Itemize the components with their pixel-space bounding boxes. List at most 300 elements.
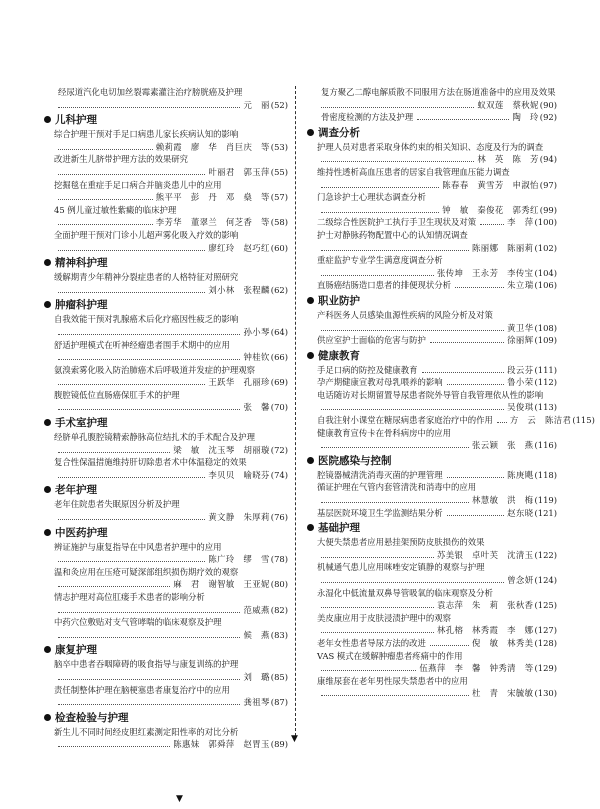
section-heading	[307, 292, 557, 309]
article-title: 二级综合性医院护工执行手卫生现状及对策	[317, 217, 477, 228]
toc-entry-line	[307, 637, 557, 650]
toc-section	[307, 292, 557, 347]
dot-leader	[321, 330, 504, 331]
page-number: (80)	[270, 579, 288, 590]
toc-entry-authline	[307, 401, 557, 414]
section-heading	[44, 111, 288, 128]
article-authors: 范威燕	[243, 604, 270, 615]
toc-entry	[307, 587, 557, 612]
section-heading	[44, 254, 288, 271]
dot-leader	[58, 746, 170, 747]
bullet-icon	[307, 129, 314, 136]
bullet-icon	[307, 297, 314, 304]
toc-entry-authline	[307, 322, 557, 335]
article-authors: 张传坤 王永芳 李传宝	[436, 267, 534, 278]
page-number: (122)	[534, 549, 557, 560]
dot-leader	[58, 250, 205, 251]
dot-leader	[417, 119, 509, 120]
toc-entry	[307, 469, 557, 482]
page-number: (124)	[534, 575, 557, 585]
article-title: 自我效能干预对乳腺癌术后化疗癌因性疲乏的影响	[54, 314, 239, 325]
toc-section	[307, 347, 595, 452]
article-title: 腹腔镜低位直肠癌保肛手术的护理	[54, 389, 180, 400]
toc-section	[44, 254, 288, 296]
toc-entry-line	[307, 414, 595, 427]
toc-entry-authline	[307, 153, 557, 166]
toc-entry-authline	[44, 444, 288, 457]
article-title: 综合护理干预对手足口病患儿家长疾病认知的影响	[54, 129, 239, 140]
page-number: (78)	[270, 554, 288, 565]
article-authors: 孙小琴	[243, 326, 270, 337]
toc-section	[44, 481, 288, 523]
article-authors: 钟桂钦	[243, 352, 270, 363]
toc-entry-authline	[44, 326, 288, 339]
toc-entry-authline	[44, 242, 288, 255]
article-title: 腔镜器械清洗消毒灭菌的护理管理	[317, 469, 443, 480]
toc-section	[44, 296, 288, 414]
article-authors: 陈庚飓	[507, 469, 534, 480]
bullet-icon	[44, 486, 51, 493]
toc-entry-authline	[44, 553, 288, 566]
article-authors: 赵东晓	[507, 507, 534, 518]
article-title: 维持性透析高血压患者的居家自我管理血压能力调查	[317, 166, 510, 177]
section-heading-text: 职业防护	[318, 294, 360, 307]
dot-leader	[58, 586, 170, 587]
toc-entry	[44, 541, 288, 566]
page-number: (97)	[539, 179, 557, 190]
dot-leader	[58, 384, 205, 385]
toc-entry-authline	[44, 141, 288, 154]
dot-leader	[447, 384, 505, 385]
bullet-icon	[44, 646, 51, 653]
article-authors: 陈丽娜 陈丽莉	[472, 242, 534, 253]
bullet-icon	[44, 714, 51, 721]
toc-entry-authline	[44, 629, 288, 642]
dot-leader	[58, 679, 240, 680]
article-authors: 候 燕	[243, 629, 270, 640]
toc-entry	[307, 86, 557, 111]
article-title: 复合性保温措施维持肝切除患者术中体温稳定的效果	[54, 457, 247, 468]
page-number: (112)	[534, 377, 557, 388]
bullet-icon	[44, 301, 51, 308]
dot-leader	[321, 607, 434, 608]
article-title: 机械通气患儿应用咪唑安定镇静的观察与护理	[317, 562, 485, 573]
article-authors: 鲁小荣	[507, 377, 534, 388]
article-authors: 杜 青 宋毓敏	[472, 688, 534, 699]
page-number: (55)	[270, 166, 288, 177]
article-authors: 伍燕萍 李 馨 钟秀清 等	[419, 663, 534, 674]
dot-leader	[480, 224, 504, 225]
article-authors: 元 丽	[243, 99, 270, 110]
article-title: 挖掘毯在重症手足口病合并脑炎患儿中的应用	[54, 179, 222, 190]
section-heading	[307, 124, 557, 141]
dot-leader	[58, 359, 240, 360]
toc-entry	[307, 309, 557, 334]
page-number: (72)	[270, 444, 288, 455]
toc-entry	[307, 376, 557, 389]
toc-entry-line	[307, 376, 557, 389]
section-heading	[44, 296, 288, 313]
dot-leader	[321, 161, 474, 162]
article-title: 温和灸应用在压疮可疑深部组织损伤期疗效的观察	[54, 566, 239, 577]
toc-entry	[307, 279, 557, 292]
article-title: 老年住院患者失眠原因分析及护理	[54, 499, 180, 510]
article-authors: 陈广玲 缪 雪	[208, 554, 270, 565]
toc-entry-authline	[307, 267, 557, 280]
toc-entry	[307, 650, 557, 675]
toc-entry	[44, 658, 288, 683]
toc-entry	[44, 229, 288, 254]
toc-entry-authline	[44, 738, 288, 751]
page-number: (89)	[270, 739, 288, 750]
bullet-icon	[44, 116, 51, 123]
page-number: (90)	[539, 99, 557, 110]
page-number: (118)	[534, 469, 557, 480]
toc-entry	[44, 456, 288, 481]
toc-entry	[44, 204, 288, 229]
down-arrow-icon: ▼	[176, 794, 183, 804]
toc-entry-authline	[307, 179, 557, 192]
bullet-icon	[307, 524, 314, 531]
page-number: (102)	[534, 242, 557, 253]
page-number: (130)	[534, 688, 557, 699]
article-title: 经脐单孔腹腔镜精索静脉高位结扎术的手术配合及护理	[54, 432, 255, 443]
dot-leader	[321, 502, 469, 503]
column-divider	[295, 86, 296, 736]
dot-leader	[321, 107, 474, 108]
article-authors: 麻 君 谢智敏 王亚妮	[173, 579, 270, 590]
article-authors: 王跃华 孔丽珍	[208, 377, 270, 388]
article-authors: 倪 敏 林秀美	[472, 637, 534, 648]
toc-entry-authline	[44, 604, 288, 617]
page-number: (60)	[270, 242, 288, 253]
toc-entry	[44, 364, 288, 389]
dot-leader	[58, 334, 240, 335]
article-authors: 梁 敏 沈玉琴 胡丽璇	[173, 444, 270, 455]
article-authors: 李 萍	[507, 217, 534, 228]
article-title: 大便失禁患者应用悬挂架预防皮肤损伤的效果	[317, 537, 485, 548]
toc-entry	[44, 498, 288, 523]
toc-section	[44, 524, 288, 642]
page-number: (99)	[539, 204, 557, 215]
toc-entry	[307, 561, 557, 586]
bullet-icon	[44, 419, 51, 426]
toc-entry	[307, 675, 557, 700]
toc-right-column	[307, 86, 595, 700]
toc-entry	[307, 414, 595, 427]
toc-entry-authline	[44, 216, 288, 229]
toc-section	[307, 519, 557, 700]
section-heading	[44, 481, 288, 498]
toc-section	[44, 86, 288, 111]
toc-entry	[307, 507, 557, 520]
page-number: (111)	[534, 364, 557, 375]
dot-leader	[58, 452, 170, 453]
article-authors: 龚祖琴	[243, 697, 270, 708]
article-authors: 叶丽君 郭玉萍	[208, 166, 270, 177]
toc-entry	[44, 591, 288, 616]
dot-leader	[58, 637, 240, 638]
article-title: 重症监护专业学生满意度调查分析	[317, 255, 443, 266]
toc-entry-authline	[307, 574, 557, 587]
article-title: 责任制整体护理在脑梗塞患者康复治疗中的应用	[54, 684, 230, 695]
article-title: 电话随访对长期留置导尿患者院外导管自我管理依从性的影响	[317, 389, 544, 400]
article-authors: 林孔榕 林秀霞 李 娜	[436, 625, 534, 636]
article-authors: 钟 敏 秦俊花 郭秀红	[442, 204, 539, 215]
article-authors: 苏美银 卓叶芙 沈清玉	[436, 549, 534, 560]
section-heading	[44, 641, 288, 658]
toc-entry-authline	[44, 671, 288, 684]
toc-entry-line	[307, 111, 557, 124]
section-heading-text: 儿科护理	[55, 114, 97, 127]
toc-entry	[307, 141, 557, 166]
article-title: 改进新生儿脐带护理方法的效果研究	[54, 154, 188, 165]
toc-entry	[44, 616, 288, 641]
article-title: 供应室护士面临的危害与防护	[317, 335, 426, 346]
article-authors: 李贝贝 喻晓芬	[208, 469, 270, 480]
article-authors: 刘小林 张程麟	[208, 284, 270, 295]
toc-entry	[44, 313, 288, 338]
toc-left-column	[44, 86, 288, 751]
toc-entry-line	[307, 364, 557, 377]
page-number: (58)	[270, 217, 288, 228]
page-number: (52)	[270, 99, 288, 110]
dot-leader	[447, 515, 505, 516]
page-number: (69)	[270, 377, 288, 388]
toc-entry	[307, 191, 557, 216]
toc-entry-authline	[44, 469, 288, 482]
dot-leader	[321, 447, 469, 448]
toc-entry-authline	[307, 549, 557, 562]
toc-entry-authline	[44, 99, 288, 112]
section-heading	[307, 347, 557, 364]
article-title: 缓解期青少年精神分裂症患者的人格特征对照研究	[54, 272, 239, 283]
toc-entry-authline	[44, 578, 288, 591]
toc-entry-authline	[307, 599, 557, 612]
dot-leader	[321, 582, 504, 583]
section-heading	[44, 709, 288, 726]
section-heading-text: 调查分析	[318, 126, 360, 139]
dot-leader	[321, 212, 439, 213]
toc-entry-line	[307, 279, 557, 292]
page-number: (74)	[270, 469, 288, 480]
article-authors: 方 云 陈洁君	[509, 415, 572, 426]
dot-leader	[321, 557, 434, 558]
toc-entry-authline	[44, 351, 288, 364]
toc-entry-authline	[44, 376, 288, 389]
toc-entry-authline	[44, 511, 288, 524]
bullet-icon	[44, 259, 51, 266]
article-authors: 陈惠妹 郭舜萍 赵胃玉	[173, 739, 270, 750]
dot-leader	[58, 704, 240, 705]
bullet-icon	[307, 457, 314, 464]
section-heading-text: 医院感染与控制	[318, 454, 392, 467]
dot-leader	[321, 187, 439, 188]
toc-entry	[44, 566, 288, 591]
article-authors: 蚁双莲 蔡秋妮	[477, 99, 539, 110]
page-number: (119)	[534, 495, 557, 506]
toc-entry	[44, 271, 288, 296]
article-title: 循证护理在气管内套管清洗和消毒中的应用	[317, 482, 477, 493]
section-heading-text: 基础护理	[318, 522, 360, 535]
article-title: 脑卒中患者吞咽障碍的吸食指导与康复训练的护理	[54, 659, 239, 670]
article-title: 老年女性患者导尿方法的改进	[317, 637, 426, 648]
article-authors: 熊平平 彭 丹 邓 燊 等	[155, 192, 270, 203]
article-title: 门急诊护士心理状态调查分析	[317, 192, 426, 203]
page-number: (83)	[270, 629, 288, 640]
page-number: (106)	[534, 280, 557, 291]
dot-leader	[447, 477, 505, 478]
article-title: 全面护理干预对门诊小儿超声雾化吸入疗效的影响	[54, 229, 239, 240]
toc-entry-authline	[44, 191, 288, 204]
section-heading-text: 康复护理	[55, 644, 97, 657]
page-number: (70)	[270, 402, 288, 413]
page-number: (125)	[534, 600, 557, 611]
page-number: (127)	[534, 625, 557, 636]
down-arrow-icon: ▼	[291, 734, 298, 744]
article-title: 护理人员对患者采取身体约束的相关知识、态度及行为的调查	[317, 141, 544, 152]
toc-entry	[44, 128, 288, 153]
page-number: (76)	[270, 512, 288, 523]
page-number: (92)	[539, 112, 557, 123]
toc-entry	[44, 86, 288, 111]
article-title: 手足口病的防控及健康教育	[317, 364, 418, 375]
article-title: 直肠癌结肠造口患者的排便现状分析	[317, 280, 451, 291]
article-authors: 廖红玲 赵巧红	[208, 242, 270, 253]
section-heading-text: 检查检验与护理	[55, 711, 129, 724]
toc-entry	[44, 389, 288, 414]
article-title: 舒适护理模式在听神经瘤患者围手术期中的应用	[54, 339, 230, 350]
section-heading	[307, 452, 557, 469]
toc-entry-line	[307, 334, 557, 347]
dot-leader	[497, 422, 507, 423]
page-number: (104)	[534, 267, 557, 278]
dot-leader	[58, 199, 153, 200]
toc-entry-line	[307, 507, 557, 520]
toc-section	[307, 86, 557, 124]
toc-entry	[44, 726, 288, 751]
section-heading	[307, 519, 557, 536]
article-authors: 段云芬	[507, 364, 534, 375]
article-title: 孕产期健康宣教对母乳喂养的影响	[317, 377, 443, 388]
toc-entry-authline	[307, 662, 557, 675]
toc-section	[44, 641, 288, 708]
article-title: 氨溴索雾化吸入防治肺癌术后呼吸道并发症的护理观察	[54, 364, 255, 375]
toc-entry-authline	[44, 166, 288, 179]
toc-section	[307, 452, 557, 519]
page-number: (66)	[270, 352, 288, 363]
toc-entry-authline	[307, 494, 557, 507]
page-number: (108)	[534, 322, 557, 333]
article-authors: 刘 璐	[243, 671, 270, 682]
article-authors: 赖莉霞 廖 华 肖巨庆 等	[155, 141, 270, 152]
dot-leader	[58, 477, 205, 478]
article-authors: 林慧敏 洪 梅	[472, 495, 534, 506]
toc-entry-authline	[307, 242, 557, 255]
article-title: 中药穴位敷贴对支气管哮喘的临床观察及护理	[54, 617, 222, 628]
toc-section	[44, 709, 288, 751]
toc-section	[44, 111, 288, 254]
page-number: (129)	[534, 663, 557, 674]
article-authors: 陈春春 黄雪芳 申淑怡	[442, 179, 539, 190]
page-number: (115)	[572, 415, 595, 426]
toc-entry-authline	[307, 204, 557, 217]
toc-entry	[44, 339, 288, 364]
page-number: (57)	[270, 192, 288, 203]
dot-leader	[58, 107, 240, 108]
article-authors: 黄文静 朱厚莉	[208, 512, 270, 523]
toc-entry	[307, 216, 557, 229]
dot-leader	[321, 670, 416, 671]
dot-leader	[58, 224, 153, 225]
toc-entry	[44, 153, 288, 178]
toc-entry	[44, 684, 288, 709]
article-title: 经尿道汽化电切加丝裂霉素灌注治疗膀胱癌及护理	[58, 87, 243, 97]
article-title: 新生儿不同时间经皮胆红素测定阳性率的对比分析	[54, 726, 239, 737]
article-authors: 林 英 陈 芳	[477, 154, 539, 165]
bullet-icon	[44, 529, 51, 536]
article-title: 情志护理对高位肛瘘手术患者的影响分析	[54, 592, 205, 602]
toc-entry-authline	[44, 284, 288, 297]
article-title: 复方聚乙二醇电解质散不同服用方法在肠道准备中的应用及效果	[321, 87, 556, 97]
page-number: (87)	[270, 697, 288, 708]
article-title: 康维尿套在老年男性尿失禁患者中的应用	[317, 675, 468, 686]
article-authors: 张 馨	[243, 402, 270, 413]
dot-leader	[455, 287, 504, 288]
dot-leader	[58, 561, 205, 562]
toc-entry	[307, 481, 557, 506]
toc-entry-line	[307, 216, 557, 229]
article-title: 自我注射小课堂在糖尿病患者家庭治疗中的作用	[317, 415, 493, 426]
toc-entry	[307, 637, 557, 650]
toc-entry-authline	[307, 687, 557, 700]
toc-entry-authline	[307, 624, 557, 637]
bullet-icon	[307, 352, 314, 359]
toc-entry	[307, 612, 557, 637]
article-title: 产科医务人员感染血源性疾病的风险分析及对策	[317, 309, 493, 320]
toc-entry	[307, 427, 557, 452]
toc-entry-authline	[44, 696, 288, 709]
article-authors: 袁志萍 朱 莉 张秋香	[436, 600, 534, 611]
toc-entry	[307, 389, 557, 414]
article-authors: 吴俊琪	[507, 402, 534, 413]
toc-section	[307, 124, 557, 292]
page-number: (116)	[534, 440, 557, 451]
page-number: (62)	[270, 284, 288, 295]
dot-leader	[58, 409, 240, 410]
section-heading-text: 中医药护理	[55, 526, 108, 539]
section-heading	[44, 524, 288, 541]
toc-entry-authline	[307, 439, 557, 452]
page-number: (121)	[534, 507, 557, 518]
section-heading-text: 肿瘤科护理	[55, 299, 108, 312]
toc-entry	[44, 179, 288, 204]
section-heading-text: 健康教育	[318, 349, 360, 362]
article-title: 基层医院环境卫生学监测结果分析	[317, 507, 443, 518]
toc-entry	[307, 334, 557, 347]
article-authors: 黄卫华	[507, 322, 534, 333]
article-title: 辨证施护与康复指导在中风患者护理中的应用	[54, 541, 222, 552]
toc-entry	[307, 364, 557, 377]
page-number: (82)	[270, 604, 288, 615]
page-number: (100)	[534, 217, 557, 228]
page-number: (85)	[270, 671, 288, 682]
dot-leader	[58, 149, 153, 150]
dot-leader	[430, 342, 504, 343]
article-title: 护士对静脉药物配置中心的认知情况调查	[317, 229, 468, 240]
dot-leader	[321, 275, 434, 276]
page-number: (53)	[270, 141, 288, 152]
